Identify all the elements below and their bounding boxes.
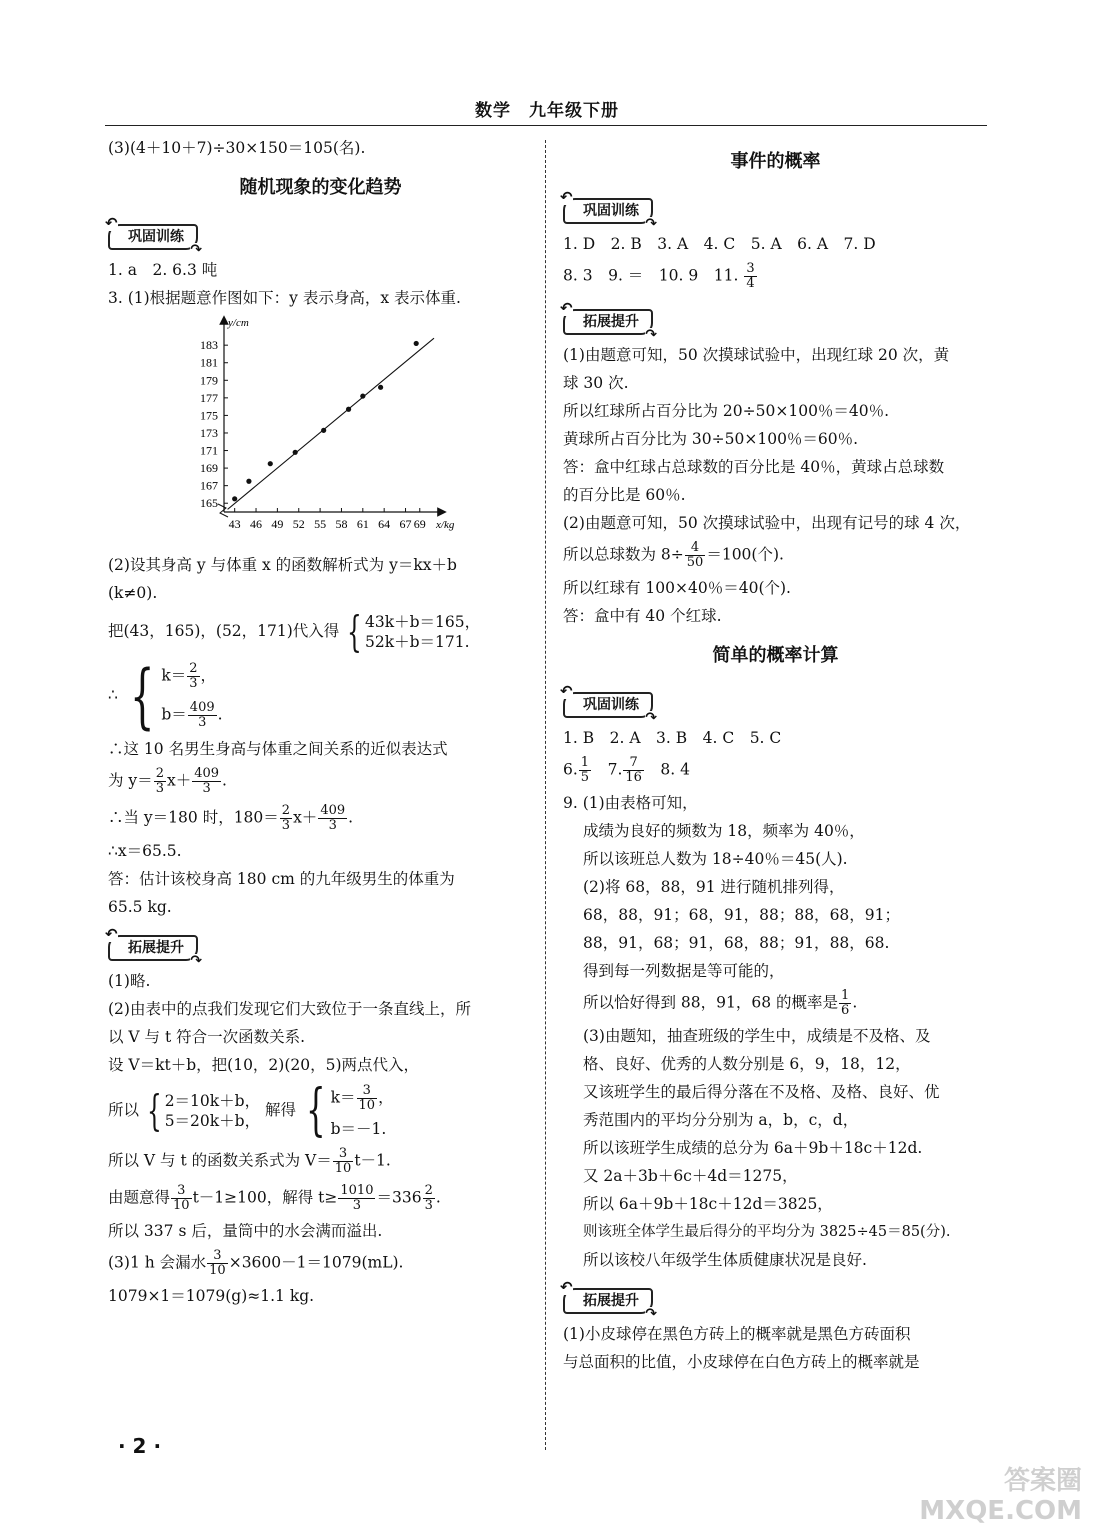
text-line: (2)由题意可知，50 次摸球试验中，出现有记号的球 4 次，: [563, 514, 971, 532]
text-line: ∴x＝65.5.: [108, 842, 182, 860]
equation-system: 把(43，165)，(52，171)代入得 { 43k＋b＝165， 52k＋b＝171.: [108, 607, 481, 656]
axis-break: [218, 504, 228, 517]
text-line: 3. (1)根据题意作图如下：y 表示身高，x 表示体重.: [108, 289, 461, 307]
x-tick-label: 46: [250, 517, 263, 531]
text: t－1.: [354, 1151, 391, 1170]
text-line: 答：盒中有 40 个红球.: [563, 607, 722, 625]
denominator: 50: [686, 555, 704, 570]
numerator: 1010: [340, 1183, 374, 1198]
denominator: 10: [173, 1198, 190, 1213]
numerator: 2: [281, 803, 291, 818]
text-line: (2)将 68，88，91 进行随机排列得，: [583, 878, 845, 896]
text: .: [852, 993, 858, 1012]
text-line: (1)由题意可知，50 次摸球试验中，出现红球 20 次，黄: [563, 346, 950, 364]
text-line: 9. (1)由表格可知，: [563, 794, 698, 812]
numerator: 1: [580, 755, 590, 770]
data-point: [268, 461, 273, 466]
x-tick-label: 67: [399, 517, 412, 531]
numerator: 3: [207, 1249, 228, 1264]
denominator: 4: [746, 276, 755, 291]
y-tick-label: 181: [200, 355, 218, 370]
denominator: 3: [155, 781, 164, 796]
numerator: 2: [424, 1183, 433, 1198]
page-header: 数学 九年级下册: [475, 101, 619, 121]
text-line: 所以该班总人数为 18÷40％＝45(人).: [583, 850, 848, 868]
text: 所以: [108, 1101, 140, 1119]
equation: 52k＋b＝171.: [364, 633, 470, 651]
answer-line: [563, 262, 988, 291]
formula-line: [108, 1249, 533, 1278]
y-axis-label: y/cm: [228, 317, 249, 329]
text: ＝336: [376, 1188, 422, 1207]
text: ＝100(个).: [706, 545, 784, 564]
text: 所以 V 与 t 的函数关系式为 V＝: [108, 1151, 332, 1170]
text-line: (2)由表中的点我们发现它们大致位于一条直线上，所: [108, 1000, 471, 1018]
y-tick-label: 177: [200, 390, 218, 405]
section-title: 随机现象的变化趋势: [239, 177, 402, 198]
text: ，: [200, 666, 217, 685]
tag-extend: ↶ 拓展提升 ↷: [108, 935, 198, 961]
y-tick-label: 167: [200, 478, 218, 493]
equation: b＝－1.: [330, 1119, 387, 1138]
text-line: 答：估计该校身高 180 cm 的九年级男生的体重为: [108, 870, 455, 888]
x-tick-label: 69: [413, 517, 426, 531]
y-tick-label: 165: [200, 496, 218, 511]
denominator: 16: [625, 770, 642, 785]
x-tick-label: 43: [228, 517, 241, 531]
y-tick-label: 183: [200, 338, 218, 353]
right-column: [563, 138, 988, 1380]
x-tick-label: 64: [378, 517, 391, 531]
formula-line: [108, 804, 533, 833]
text-line: 所以该校八年级学生体质健康状况是良好.: [583, 1251, 867, 1269]
text-line: 得到每一列数据是等可能的，: [583, 962, 785, 980]
numerator: 2: [189, 661, 198, 676]
section-title: 简单的概率计算: [712, 645, 839, 666]
numerator: 1: [841, 988, 850, 1003]
header-rule: [105, 125, 987, 126]
x-tick-label: 49: [271, 517, 284, 531]
numerator: 3: [171, 1184, 192, 1199]
formula-line: [108, 1147, 533, 1176]
numerator: 4: [685, 541, 706, 556]
text-line: 答：盒中红球占总球数的百分比是 40％，黄球占总球数: [563, 458, 945, 476]
text: .: [348, 808, 354, 827]
text: 7.: [592, 760, 623, 779]
x-tick-label: 61: [356, 517, 369, 531]
text-line: 秀范围内的平均分分别为 a，b，c，d，: [583, 1111, 859, 1129]
text: t－1≥100，解得 t≥: [192, 1188, 338, 1207]
denominator: 6: [841, 1003, 850, 1018]
left-column: [108, 138, 533, 1314]
text-line: 所以红球有 100×40％＝40(个).: [563, 579, 791, 597]
tag-consolidate: ↶ 巩固训练 ↷: [108, 224, 198, 250]
watermark: [919, 1466, 1082, 1526]
text: k＝: [330, 1088, 356, 1106]
text-line: 则该班全体学生最后得分的平均分为 3825÷45＝85(分).: [583, 1224, 951, 1240]
text-line: 的百分比是 60％.: [563, 486, 686, 504]
fit-line: [228, 338, 434, 509]
text-line: (3)(4＋10＋7)÷30×150＝105(名).: [108, 139, 366, 157]
x-tick-label: 55: [314, 517, 327, 531]
text-line: 所以红球所占百分比为 20÷50×100％＝40％.: [563, 402, 890, 420]
data-point: [360, 393, 365, 398]
text-line: 又 2a＋3b＋6c＋4d＝1275，: [583, 1167, 798, 1185]
answer-line: 1. D 2. B 3. A 4. C 5. A 6. A 7. D: [563, 235, 876, 253]
numerator: 2: [155, 766, 164, 781]
text: x＋: [166, 771, 192, 790]
text: 6.: [563, 760, 578, 779]
numerator: 3: [746, 261, 755, 276]
text-line: 所以 6a＋9b＋18c＋12d＝3825，: [583, 1195, 833, 1213]
answer-line: 1. B 2. A 3. B 4. C 5. C: [563, 729, 782, 747]
equation-system: 所以 { 2＝10k＋b， 5＝20k＋b， 解得 { k＝ $\frac{3}{10}$ ， b＝－1.: [108, 1078, 394, 1143]
text-line: 格、良好、优秀的人数分别是 6，9，18，12，: [583, 1055, 911, 1073]
denominator: 10: [358, 1097, 376, 1113]
numerator: 7: [623, 756, 644, 771]
scatter-chart: [182, 317, 455, 542]
numerator: 409: [320, 803, 346, 818]
text-line: 68，88，91；68，91，88；88，68，91；: [583, 906, 901, 924]
numerator: 3: [333, 1147, 354, 1162]
text-line: 黄球所占百分比为 30÷50×100％＝60％.: [563, 430, 859, 448]
text-line: 又该班学生的最后得分落在不及格、及格、良好、优: [583, 1083, 940, 1101]
denominator: 3: [281, 818, 291, 833]
tag-extend: ↶ 拓展提升 ↷: [563, 309, 653, 335]
numerator: 3: [357, 1084, 378, 1099]
text: 由题意得: [108, 1188, 171, 1207]
equation: 2＝10k＋b，: [164, 1092, 261, 1110]
data-point: [321, 428, 326, 433]
text-line: (1)略.: [108, 972, 151, 990]
formula-line: [108, 767, 533, 796]
x-axis-label: x/kg: [436, 519, 455, 531]
therefore: ∴: [108, 686, 118, 704]
text: 所以恰好得到 88，91，68 的概率是: [583, 993, 839, 1012]
text-line: 1079×1＝1079(g)≈1.1 kg.: [108, 1287, 315, 1305]
text: .: [217, 705, 223, 724]
watermark-line: MXQE.COM: [919, 1496, 1082, 1526]
text-line: 球 30 次.: [563, 374, 629, 392]
text: 把(43，165)，(52，171)代入得: [108, 622, 340, 640]
text: 8. 4: [644, 760, 690, 779]
denominator: 3: [202, 781, 211, 796]
data-point: [414, 341, 419, 346]
y-tick-label: 179: [200, 373, 218, 388]
y-tick-label: 171: [200, 443, 218, 458]
x-tick-label: 52: [292, 517, 305, 531]
formula-line: [108, 1184, 533, 1213]
text: 8. 3 9. ＝ 10. 9 11.: [563, 266, 739, 285]
denominator: 3: [352, 1198, 362, 1213]
data-point: [293, 450, 298, 455]
text: 为 y＝: [108, 771, 153, 790]
text: ∴当 y＝180 时，180＝: [108, 808, 279, 827]
text-line: (2)设其身高 y 与体重 x 的函数解析式为 y＝kx＋b: [108, 556, 457, 574]
text-line: 成绩为良好的频数为 18，频率为 40％，: [583, 822, 865, 840]
text-line: 65.5 kg.: [108, 898, 172, 916]
text-line: 设 V＝kt＋b，把(10，2)(20，5)两点代入，: [108, 1056, 420, 1074]
text: ，: [378, 1088, 394, 1106]
solution-system: ∴ { k＝ $\frac{2}{3}$ ， b＝ $\frac{409}{3}$ .: [108, 655, 223, 737]
denominator: 3: [189, 676, 198, 691]
denominator: 3: [328, 818, 337, 833]
data-point: [378, 385, 383, 390]
text-line: (3)由题知，抽查班级的学生中，成绩是不及格、及: [583, 1027, 931, 1045]
numerator: 409: [189, 700, 215, 715]
denominator: 3: [198, 715, 207, 730]
data-point: [232, 496, 237, 501]
y-tick-label: 169: [200, 461, 218, 476]
text: .: [435, 1188, 441, 1207]
text: 所以总球数为 8÷: [563, 545, 684, 564]
text-line: 与总面积的比值，小皮球停在白色方砖上的概率就是: [563, 1353, 920, 1371]
formula-line: [563, 541, 988, 570]
y-tick-label: 173: [200, 425, 218, 440]
tag-consolidate: ↶ 巩固训练 ↷: [563, 692, 653, 718]
y-tick-label: 175: [200, 408, 218, 423]
formula-line: [563, 989, 988, 1018]
data-point: [346, 407, 351, 412]
section-title: 事件的概率: [730, 151, 821, 172]
text-line: 所以 337 s 后，量筒中的水会满而溢出.: [108, 1222, 383, 1240]
text: ×3600－1＝1079(mL).: [228, 1253, 404, 1272]
text: .: [222, 771, 227, 790]
data-point: [246, 479, 251, 484]
watermark-line: 答案圈: [1003, 1466, 1082, 1496]
text-line: ∴这 10 名男生身高与体重之间关系的近似表达式: [108, 740, 448, 758]
answer-line: 1. a 2. 6.3 吨: [108, 261, 218, 279]
column-divider: [545, 140, 546, 1450]
text-line: (1)小皮球停在黑色方砖上的概率就是黑色方砖面积: [563, 1325, 911, 1343]
denominator: 5: [580, 770, 590, 785]
numerator: 409: [194, 766, 220, 781]
text: 解得: [265, 1101, 297, 1119]
text-line: (k≠0).: [108, 584, 158, 602]
denominator: 10: [209, 1263, 226, 1278]
equation: 5＝20k＋b，: [164, 1112, 261, 1130]
denominator: 3: [424, 1198, 433, 1213]
denominator: 10: [334, 1161, 352, 1176]
text-line: 88，91，68；91，68，88；91，88，68.: [583, 934, 890, 952]
tag-extend: ↶ 拓展提升 ↷: [563, 1288, 653, 1314]
text: (3)1 h 会漏水: [108, 1253, 207, 1272]
text: x＋: [293, 808, 318, 827]
equation: 43k＋b＝165，: [364, 613, 481, 631]
x-tick-label: 58: [335, 517, 348, 531]
answer-line: [563, 756, 988, 785]
tag-consolidate: ↶ 巩固训练 ↷: [563, 198, 653, 224]
text: k＝: [161, 666, 187, 685]
page-number: · 2 ·: [118, 1434, 162, 1458]
text: b＝: [161, 705, 187, 724]
text-line: 以 V 与 t 符合一次函数关系.: [108, 1028, 306, 1046]
text-line: 所以该班学生成绩的总分为 6a＋9b＋18c＋12d.: [583, 1139, 923, 1157]
